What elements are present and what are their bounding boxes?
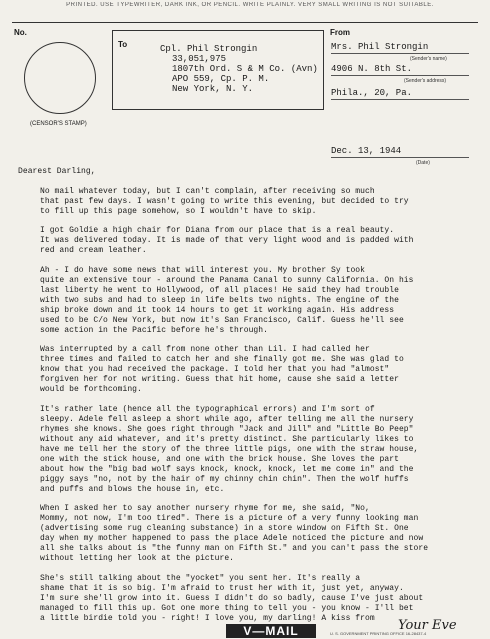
letter-line: I'm sure she'll grow into it. Guess I didn't do so badly, cause I've just about xyxy=(40,593,424,603)
recipient-line: APO 559, Cp. P. M. xyxy=(172,74,270,84)
vmail-banner: V—MAIL xyxy=(226,624,316,638)
letter-line: I got Goldie a high chair for Diana from our place that is a real beauty. xyxy=(40,226,395,235)
recipient-line: 1807th Ord. S & M Co. (Avn) xyxy=(172,64,318,74)
sender-address-label: (Sender's address) xyxy=(404,78,447,84)
censor-stamp-label: (CENSOR'S STAMP) xyxy=(30,121,87,127)
censor-stamp-circle xyxy=(24,42,96,114)
letter-line: She's still talking about the "yocket" you sent her. It's really a xyxy=(40,573,361,583)
letter-line: some action in the Pacific before he's through. xyxy=(40,325,268,335)
to-label: To xyxy=(118,40,128,49)
date-label: (Date) xyxy=(416,160,430,166)
letter-line: and puffs and blows the house in, etc. xyxy=(40,484,225,494)
letter-line: Was interrupted by a call from none other than Lil. I had called her xyxy=(40,345,370,354)
letter-line: sleepy. Adele fell asleep a short while ago, after telling me all the nursery xyxy=(40,414,414,424)
letter-line: ship broke down and it took 14 hours to get it working again. His address xyxy=(40,305,395,315)
letter-line: shame that it is so big. I'm afraid to trust her with it, just yet, anyway. xyxy=(40,583,404,593)
form-instructions: PRINTED. USE TYPEWRITER, DARK INK, OR PENCIL. WRITE PLAINLY. VERY SMALL WRITING IS NOT SUITABLE. xyxy=(66,2,434,8)
letter-line: It's rather late (hence all the typographical errors) and I'm sort of xyxy=(40,404,375,414)
from-label: From xyxy=(330,28,350,37)
recipient-line: New York, N. Y. xyxy=(172,84,254,94)
letter-line: a little birdie told you - right! I love you, my darling! A kiss from xyxy=(40,613,375,623)
letter-line: about how the "big bad wolf says knock, knock, knock, let me come in" and the xyxy=(40,464,414,474)
letter-line: that past few days. I wasn't going to write this evening, but decided to try xyxy=(40,196,409,206)
salutation: Dearest Darling, xyxy=(18,167,96,176)
sender-city: Phila., 20, Pa. xyxy=(331,88,469,100)
sender-name-label: (Sender's name) xyxy=(410,56,447,62)
letter-line: rhymes she knows. She goes right through "Jack and Jill" and "Little Bo Peep" xyxy=(40,424,414,434)
signature: Your Eve xyxy=(398,618,457,633)
letter-line: to fill up this page somehow, so I wouldn't have to skip. xyxy=(40,206,317,216)
letter-line: with two subs and had to sleep in life belts two nights. The engine of the xyxy=(40,295,399,305)
letter-line: No mail whatever today, but I can't complain, after receiving so much xyxy=(40,186,375,196)
number-label: No. xyxy=(14,28,27,37)
letter-line: forgiven her for not writing. Guess that hit home, cause she said a letter xyxy=(40,375,399,384)
letter-line: quite an extensive tour - around the Panama Canal to sunny California. On his xyxy=(40,275,414,285)
letter-line: day when my mother happened to pass the place Adele noticed the picture and now xyxy=(40,534,424,543)
letter-line: red and cream leather. xyxy=(40,246,147,255)
letter-line: used to be C/o New York, but now it's San Francisco, Calif. Guess he'll see xyxy=(40,315,404,325)
letter-line: piggy says "no, not by the hair of my chinny chin chin". Then the wolf huffs xyxy=(40,474,409,484)
letter-line: last liberty he went to Hollywood, of all places! He said they had trouble xyxy=(40,285,399,295)
letter-line: managed to fill this up. Got one more thing to tell you - you know - I'll bet xyxy=(40,603,414,613)
letter-date: Dec. 13, 1944 xyxy=(331,146,469,158)
sender-address: 4906 N. 8th St. xyxy=(331,64,469,76)
sender-name: Mrs. Phil Strongin xyxy=(331,42,469,54)
recipient-line: 33,051,975 xyxy=(172,54,227,64)
letter-line: know that you had received the package. I told her that you had "almost" xyxy=(40,365,390,374)
letter-line: have me tell her the story of the three little pigs, one with the straw house, xyxy=(40,444,419,454)
letter-line: would be forthcoming. xyxy=(40,385,142,394)
letter-line: Ah - I do have some news that will interest you. My brother Sy took xyxy=(40,265,366,275)
letter-line: three times and failed to catch her and she finally got me. She was glad to xyxy=(40,355,404,364)
letter-line: It was delivered today. It is made of that very light wood and is padded with xyxy=(40,236,414,245)
letter-line: (advertising some rug cleaning substance) in a store window on Fifth St. One xyxy=(40,524,409,533)
letter-line: one with the stick house, and one with the brick house. She loves the part xyxy=(40,454,399,464)
letter-line: Mommy, not now, I'm too tired". There is a picture of a very funny looking man xyxy=(40,514,419,523)
letter-line: When I asked her to say another nursery rhyme for me, she said, "No, xyxy=(40,504,370,513)
letter-line: without letting her look at the picture. xyxy=(40,554,235,563)
recipient-line: Cpl. Phil Strongin xyxy=(160,44,258,54)
printing-office-footnote: U. S. GOVERNMENT PRINTING OFFICE 16-28437-4 xyxy=(330,631,427,636)
letter-line: all she talks about is "the funny man on Fifth St." and you can't pass the store xyxy=(40,544,429,553)
letter-line: without any aid whatever, and it's pretty distinct. She particularly likes to xyxy=(40,434,414,444)
